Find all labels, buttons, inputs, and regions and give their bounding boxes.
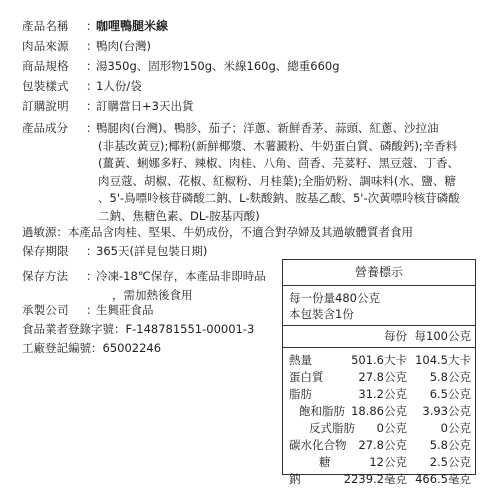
nutrient-name: 糖: [319, 455, 331, 469]
nutrition-row: [283, 437, 475, 454]
ingredients-line: (薑黃、蜊娜多籽、辣椒、肉桂、八角、茴香、芫荽籽、黑豆蔻、丁香、: [98, 156, 459, 170]
order-label: 訂購說明: [22, 99, 69, 113]
allergen: 本產品含肉桂、堅果、牛奶成份，不適合對孕婦及其過敏體質者食用: [68, 225, 413, 239]
pack: 1人份/袋: [96, 79, 142, 93]
meat-origin-label: 肉品來源: [22, 39, 69, 53]
ingredients-line: 肉豆蔻、胡椒、花椒、紅椒粉、月桂葉);全脂奶粉、調味料(水、鹽、糖: [98, 173, 456, 188]
nutrition-row: [283, 352, 475, 369]
nutrient-name: 反式脂肪: [309, 421, 355, 435]
spec-label: 商品規格: [22, 59, 69, 73]
nutrient-name: 脂肪: [289, 387, 312, 401]
shelf-life-label: 保存期限: [22, 244, 69, 258]
factory-number: 65002246: [102, 341, 162, 355]
nutrient-per-100g: 3.93公克: [422, 404, 471, 418]
maker: 生興莊食品: [96, 303, 154, 317]
nutrient-per-100g: 6.5公克: [429, 387, 471, 401]
separator: ：: [86, 244, 98, 258]
nutrition-title: 營養標示: [283, 260, 475, 286]
separator: ：: [86, 19, 98, 33]
pack-label: 包裝樣式: [22, 79, 69, 93]
separator: ：: [91, 341, 103, 355]
allergen-row: [22, 225, 492, 240]
allergen-label: 過敏源: [22, 225, 57, 239]
nutrient-name: 蛋白質: [289, 370, 324, 384]
nutrient-name: 碳水化合物: [289, 438, 347, 452]
product-name-label: 產品名稱: [22, 19, 69, 33]
nutrient-name: 熱量: [289, 353, 312, 367]
nutrient-per-serving: 18.86公克: [351, 404, 407, 418]
nutrient-per-serving: 0公克: [376, 421, 407, 435]
nutrient-name: 飽和脂肪: [299, 404, 345, 418]
shelf-life-row: [22, 244, 492, 259]
nutrition-row: [283, 454, 475, 471]
nutrient-per-serving: 2239.2毫克: [343, 472, 407, 486]
factory-label: 工廠登記編號: [22, 341, 91, 355]
nutrient-per-serving: 27.8公克: [358, 370, 407, 384]
spec: 湯350g、固形物150g、米線160g、總重660g: [96, 59, 340, 73]
nutrient-name: 鈉: [289, 472, 301, 486]
nutrition-row: [283, 369, 475, 386]
nutrient-per-100g: 2.5公克: [429, 455, 471, 469]
servings-per-pack: 本包裝含1份: [289, 307, 354, 321]
nutrition-rows: [283, 348, 475, 488]
nutrition-row: [283, 403, 475, 420]
nutrient-per-serving: 501.6大卡: [351, 353, 407, 367]
ingredients-first-line: [22, 120, 492, 138]
separator: ：: [86, 39, 98, 53]
separator: ：: [86, 121, 98, 135]
nutrient-per-100g: 466.5毫克: [415, 472, 471, 486]
separator: ：: [114, 322, 126, 336]
meat-origin-row: [22, 39, 492, 54]
nutrition-row: [283, 471, 475, 488]
ingredients-block: [22, 120, 492, 225]
nutrient-per-100g: 5.8公克: [429, 370, 471, 384]
storage-line: ，需加熱後食用: [112, 288, 193, 302]
separator: ：: [86, 99, 98, 113]
registry-number: F-148781551-00001-3: [125, 322, 255, 336]
nutrient-per-100g: 104.5大卡: [415, 353, 471, 367]
ingredients-line: 、5'-鳥嘌呤核苷磷酸二鈉、L-麩酸鈉、胺基乙酸、5'-次黃嘌呤核苷磷酸: [98, 191, 460, 205]
serving-size: 每一份量480公克: [289, 291, 380, 305]
per-100g-header: 每100公克: [414, 329, 471, 343]
nutrient-per-serving: 12公克: [369, 455, 407, 469]
nutrient-per-serving: 27.8公克: [358, 438, 407, 452]
meat-origin: 鴨肉(台灣): [96, 39, 151, 53]
separator: ：: [86, 303, 98, 317]
separator: ：: [86, 79, 98, 93]
spec-row: [22, 59, 492, 74]
order: 訂購當日+3天出貨: [96, 99, 194, 113]
per-serving-header: 每份: [384, 329, 407, 343]
storage-label: 保存方法: [22, 269, 68, 283]
order-row: [22, 99, 492, 114]
product-name: 咖哩鴨腿米線: [96, 19, 169, 33]
ingredients-line: 二鈉、焦糖色素、DL-胺基丙酸): [98, 208, 260, 223]
ingredients-line: 鴨腿肉(台灣)、鴨胗、茄子；洋蔥、新鮮香茅、蒜頭、紅蔥、沙拉油: [96, 121, 439, 135]
shelf-life: 365天(詳見包裝日期): [96, 244, 208, 258]
nutrition-facts-panel: [282, 259, 476, 486]
maker-label: 承製公司: [22, 303, 69, 317]
product-name-row: [22, 19, 492, 34]
pack-row: [22, 79, 492, 94]
registry-label: 食品業者登錄字號: [22, 322, 114, 336]
ingredients-line: (非基改黃豆);椰粉(新鮮椰漿、木薯澱粉、牛奶蛋白質、磷酸鈣);辛香料: [98, 138, 458, 153]
separator: ：: [86, 59, 98, 73]
separator: ：: [86, 269, 98, 283]
nutrient-per-100g: 5.8公克: [429, 438, 471, 452]
nutrition-serving-info: [283, 286, 475, 326]
nutrition-row: [283, 420, 475, 437]
nutrition-row: [283, 386, 475, 403]
nutrient-per-serving: 31.2公克: [358, 387, 407, 401]
nutrient-per-100g: 0公克: [440, 421, 471, 435]
separator: ：: [56, 225, 68, 239]
storage-block: [22, 267, 266, 305]
ingredients-label: 產品成分: [22, 121, 68, 135]
nutrition-column-header: [283, 326, 475, 348]
storage-line: 冷凍-18℃保存，本產品非即時品: [96, 269, 266, 283]
